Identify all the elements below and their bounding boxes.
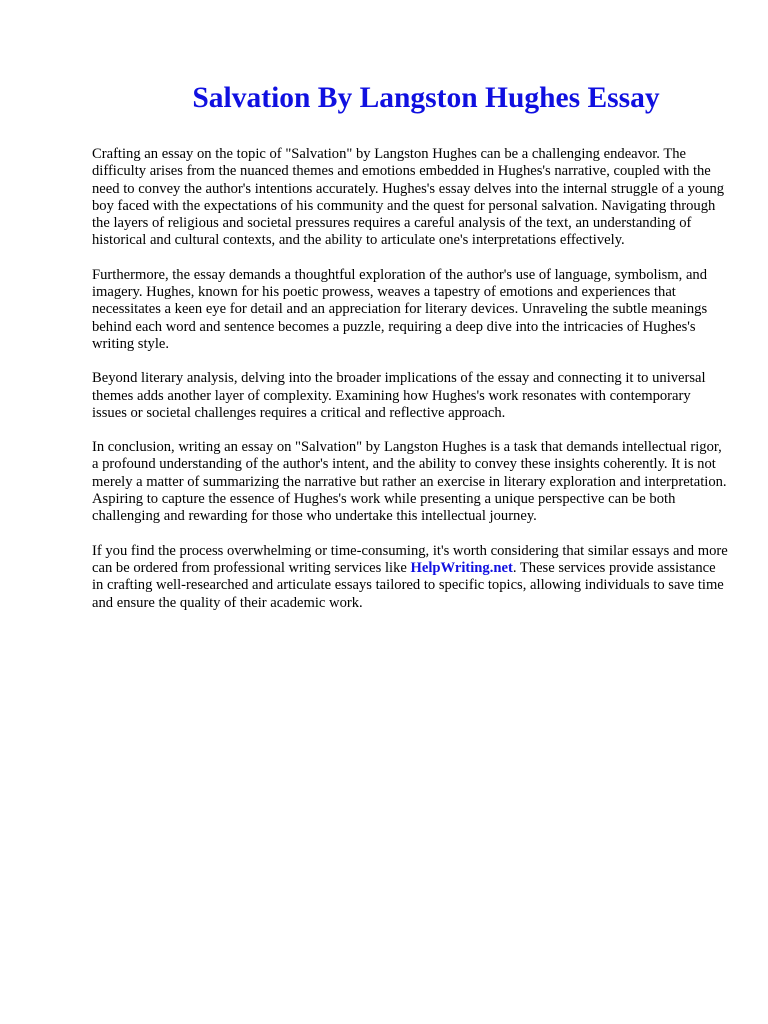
services-text-before-link: If you find the process overwhelming or time-consuming, it's worth considering that similar essays and more can be ordered from professional writing services like [92,542,728,576]
document-title: Salvation By Langston Hughes Essay [192,82,660,114]
paragraph-services [92,543,728,612]
document-body [92,146,728,612]
paragraph-exploration: Furthermore, the essay demands a thoughtful exploration of the author's use of language, symbolism, and imagery. Hughes, known for his poetic prowess, weaves a tapestry of emotions and experiences that necessitates a keen eye for detail and an appreciation for literary devices. Unraveling the subtle meanings behind each word and sentence becomes a puzzle, requiring a deep dive into the intricacies of Hughes's writing style. [92,266,708,352]
paragraph-conclusion: In conclusion, writing an essay on "Salvation" by Langston Hughes is a task that demands intellectual rigor, a profound understanding of the author's intent, and the ability to convey these insights coherently. It is not merely a matter of summarizing the narrative but rather an exercise in literary exploration and interpretation. Aspiring to capture the essence of Hughes's work while presenting a unique perspective can be both challenging and rewarding for those who undertake this intellectual journey. [92,439,727,525]
paragraph-beyond-analysis: Beyond literary analysis, delving into the broader implications of the essay and connecting it to universal themes adds another layer of complexity. Examining how Hughes's work resonates with contemporary issues or societal challenges requires a critical and reflective approach. [92,370,706,421]
paragraph-intro: Crafting an essay on the topic of "Salvation" by Langston Hughes can be a challenging endeavor. The difficulty arises from the nuanced themes and emotions embedded in Hughes's narrative, coupled with the need to convey the author's intentions accurately. Hughes's essay delves into the internal struggle of a young boy faced with the expectations of his community and the quest for personal salvation. Navigating through the layers of religious and societal pressures requires a careful analysis of the text, an understanding of historical and cultural contexts, and the ability to articulate one's interpretations effectively. [92,146,725,249]
helpwriting-link[interactable]: HelpWriting.net [410,559,513,576]
services-text-after-link: . These services provide assistance in crafting well-researched and articulate essays tailored to specific topics, allowing individuals to save time and ensure the quality of their academic work. [92,559,724,611]
